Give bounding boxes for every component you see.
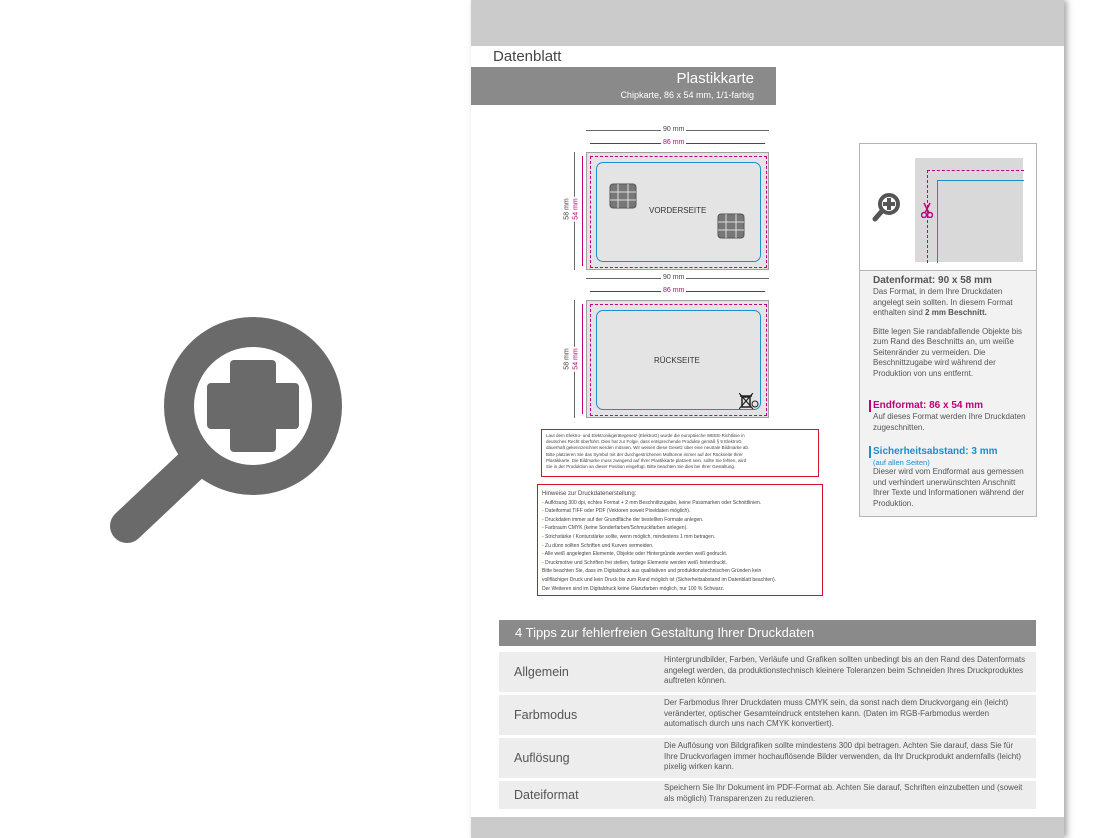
tip-title: Allgemein [514,665,569,679]
datenformat-title: Datenformat: 90 x 58 mm [873,275,992,286]
print-note-item: - Strichstärke / Konturstärke sollte, wenn möglich, mindestens 1 mm betragen. [542,533,716,540]
back-card [586,300,769,418]
chip-icon [609,183,637,209]
front-height-outer-label: 58 mm [563,198,571,220]
weee-note-line: Bitte platzieren Sie das Symbol mit der durchgestrichenen Mülltonne immer auf der Rückseite Ihrer [546,451,743,457]
tip-row [499,695,1036,735]
tip-row [499,738,1036,778]
back-width-outer-label: 90 mm [663,274,685,281]
datenformat-block [873,275,1033,379]
endformat-text: Auf dieses Format werden Ihre Druckdaten zugeschnitten. [873,412,1026,432]
bleed-detail-illustration [860,144,1036,271]
datasheet-tab: Datenblatt [471,46,591,67]
front-card [586,152,769,270]
endformat-block [873,400,1033,433]
tip-text: Der Farbmodus Ihrer Druckdaten muss CMYK sein, da sonst nach dem Druckvorgang ein (leicht) veränderter, optischer Gesamteindruck entstehen kann. (Daten im RGB-Farbmodus werden automatisch durch uns nach CMYK konvertiert). [664,698,1009,728]
scissors-icon [921,202,933,218]
zoom-in-icon[interactable] [105,308,355,548]
print-note-item: - Alle weiß angelegten Elemente, Objekte oder Hintergründe werden weiß gedruckt. [542,551,728,558]
front-height-inner-label: 54 mm [572,198,580,220]
print-notes-title: Hinweise zur Druckdatenerstellung: [542,491,637,497]
print-note-item: - Zu dünn sollten Schriften und Kurven vermeiden. [542,542,654,549]
datasheet-page [471,0,1064,838]
tips-header: 4 Tipps zur fehlerfreien Gestaltung Ihrer Druckdaten [499,620,1036,646]
tip-title: Auflösung [514,751,570,765]
chip-icon-2 [717,213,745,239]
product-title-band [471,67,776,105]
weee-note-box [541,429,819,477]
format-legend-panel [859,143,1037,517]
print-note-item: vollflächiger Druck und kein Druck bis zum Rand möglich ist (Sicherheitsabstand im Datenblatt beachten). [542,576,776,583]
weee-note-line: dauerhaft gekennzeichnet werden müssen. Wir weisen diese Gesetz über eine neutrale Bildmarke ab. [546,445,750,451]
sicherheit-text: Dieser wird vom Endformat aus gemessen und verhindert unerwünschten Anschnitt Ihrer Texte und Informationen während der Produktion. [873,467,1025,508]
back-width-inner-label: 86 mm [663,287,685,294]
front-width-outer-label: 90 mm [663,126,685,133]
front-side-label: VORDERSEITE [649,206,707,215]
tip-title: Dateiformat [514,788,579,802]
print-note-item: Bitte beachten Sie, dass im Digitaldruck aus qualitativen und produktionstechnischen Gründen kein [542,568,762,575]
back-height-inner-line [582,304,583,414]
print-note-item: - Dateiformat TIFF oder PDF (Vektoren soweit Pixeldaten möglich). [542,508,691,515]
front-width-inner-label: 86 mm [663,139,685,146]
tip-title: Farbmodus [514,708,578,722]
print-notes-box [537,484,823,596]
front-height-inner-line [582,156,583,266]
tip-row [499,781,1036,809]
weee-note-line: Plastikkarte. Die Bildmarke muss zwingend auf Ihrer Plastikkarte platziert sein, sollte Sie fehlen, wird [546,457,747,463]
product-title: Plastikkarte [676,70,754,87]
bottom-bar [471,817,1064,838]
tip-text: Hintergrundbilder, Farben, Verläufe und Grafiken sollten unbedingt bis an den Rand des Datenformats angelegt werden, da produktionstechnisch kleinere Toleranzen beim Schneiden Ihres Druckproduktes auftreten können. [664,655,1026,685]
datenformat-bold: 2 mm Beschnitt. [925,308,987,317]
weee-note-line: deutsches Recht überführt. Dies hat zur Folge, dass entsprechende Produkte gemäß § 9 ElektroG [546,439,742,445]
print-note-item: - Druckmotive und Schriften frei stellen, farbige Elemente werden weiß hinterdruckt. [542,559,728,566]
weee-note-line: Sie in der Produktion an dieser Position eingefügt. Bitte beachten Sie dies bei Ihrer Gestaltung. [546,464,736,470]
datenformat-text-2: Bitte legen Sie randabfallende Objekte bis zum Rand des Beschnitts an, um weiße Seitenränder zu vermeiden. Die Beschnittzugabe wird während der Produktion von uns entfernt. [873,326,1022,378]
tip-row [499,652,1036,692]
sicherheit-subtitle: (auf allen Seiten) [873,458,930,467]
back-height-outer-label: 58 mm [563,348,571,370]
endformat-title: Endformat: 86 x 54 mm [869,400,1033,412]
bleed-safe-line [937,180,1024,263]
sicherheit-block [873,446,1033,509]
weee-note-line: Laut dem Elektro- und Elektronikgerätegesetz (ElektroG) wurde die europäische WEEE-Richtlinie in [546,433,745,438]
tip-text: Die Auflösung von Bildgrafiken sollte mindestens 300 dpi betragen. Achten Sie darauf, dass Sie für Ihre Druckvorlagen immer hochauflösende Bilder verwenden, da Ihr Druckprodukt andernfalls (leicht) pixelig wirken kann. [664,741,1022,771]
sicherheit-title: Sicherheitsabstand: 3 mm [869,446,1033,458]
product-subtitle: Chipkarte, 86 x 54 mm, 1/1-farbig [620,90,754,100]
print-note-item: - Auflösung 300 dpi, echtes Format + 2 mm Beschnittzugabe, keine Passmarken oder Schnittlinien. [542,499,762,506]
top-bar [471,0,1064,46]
print-note-item: - Farbraum CMYK (keine Sonderfarben/Schmuckfarben anlegen). [542,525,688,532]
datenformat-text: Das Format, in dem Ihre Druckdaten angelegt sein sollten. In diesem Format enthalten sind [873,287,1013,317]
tip-text: Speichern Sie Ihr Dokument im PDF-Format ab. Achten Sie darauf, Schriften einzubetten und (soweit als möglich) Transparenzen zu reduzieren. [664,783,1023,803]
zoom-in-icon-small[interactable] [872,192,902,222]
back-side-label: RÜCKSEITE [654,356,700,365]
print-note-item: Der Weiteren sind im Digitaldruck keine Glanzfarben möglich, nur 100 % Schwarz. [542,585,725,592]
print-note-item: - Druckdaten immer auf der Grundfläche der bestellten Formate anlegen. [542,516,704,523]
weee-bin-icon [739,393,759,411]
back-height-inner-label: 54 mm [572,348,580,370]
